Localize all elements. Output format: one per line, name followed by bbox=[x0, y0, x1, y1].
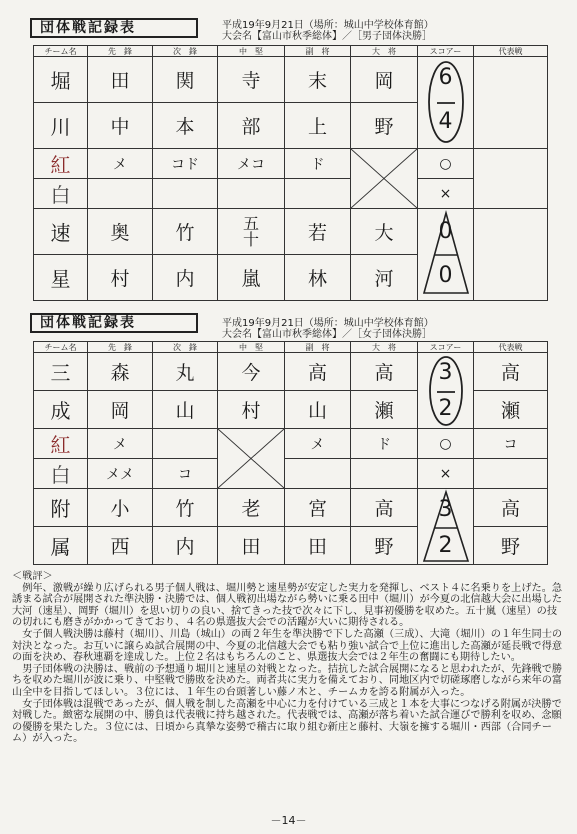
player-cell-vertical: 五 十 bbox=[218, 209, 285, 255]
waza-cell bbox=[218, 179, 285, 209]
player-cell: 村 bbox=[88, 255, 153, 301]
red-row bbox=[34, 429, 548, 459]
player-cell: 田 bbox=[285, 527, 351, 565]
waza-cell bbox=[351, 459, 418, 489]
player-cell: 老 bbox=[218, 489, 285, 527]
header-row bbox=[34, 46, 548, 57]
player-cell: 田 bbox=[88, 57, 153, 103]
score-c: 0 bbox=[438, 219, 453, 244]
waza-cell: コ bbox=[153, 459, 218, 489]
score-b: 4 bbox=[438, 109, 453, 134]
player-cell: 森 bbox=[88, 353, 153, 391]
col-jiho: 次 鋒 bbox=[153, 46, 218, 57]
result-loss: × bbox=[418, 459, 474, 489]
result-win: ○ bbox=[418, 149, 474, 179]
waza-cell: メコ bbox=[218, 149, 285, 179]
score-a: 6 bbox=[438, 65, 453, 90]
player-cell: 今 bbox=[218, 353, 285, 391]
record-table bbox=[33, 45, 548, 301]
score-d: 0 bbox=[438, 263, 453, 288]
commentary-paragraph: 例年、激戦が繰り広げられる男子個人戦は、堀川勢と速星勢が安定した実力を発揮し、ベスト４に名乗りを上げた。急誘まる試合が展開された準決勝・決勝では、個人戦初出場ながら勢いに乗る田中（堀川）が今夏の北信越大会に出場した大河（速星）、岡野（堀川）を思い切りの良い、捨てきった技で次々に下し、見事初優勝を収めた。五十嵐（速星）の技の切れにも磨きがかかってきており、４名の県選抜大会での活躍が大いに期待される。 bbox=[12, 582, 563, 629]
player-cell: 山 bbox=[285, 391, 351, 429]
player-cell: 宮 bbox=[285, 489, 351, 527]
result-loss: × bbox=[418, 179, 474, 209]
record-table bbox=[33, 341, 548, 565]
col-team: チーム名 bbox=[34, 46, 88, 57]
col-score: スコアー bbox=[418, 46, 474, 57]
player-cell: 高 bbox=[351, 489, 418, 527]
col-senpo: 先 鋒 bbox=[88, 46, 153, 57]
meet-line: 大会名【富山市秋季総体】／［男子団体決勝］ bbox=[222, 31, 432, 42]
team-a-name2: 川 bbox=[34, 103, 88, 149]
meet-line: 大会名【富山市秋季総体】／［女子団体決勝］ bbox=[222, 329, 432, 340]
player-cell: 河 bbox=[351, 255, 418, 301]
team-b-name1: 附 bbox=[34, 489, 88, 527]
sheet-title: 団体戦記録表 bbox=[30, 313, 198, 333]
player-cell: 西 bbox=[88, 527, 153, 565]
score-cell-b bbox=[418, 489, 474, 565]
score-cell-a bbox=[418, 57, 474, 149]
col-taisho: 大 将 bbox=[351, 46, 418, 57]
commentary-paragraph: 女子個人戦決勝は藤村（堀川）、川島（城山）の両２年生を準決勝で下した高瀬（三成）、大滝（堀川）の１年生同士の対決となった。お互いに譲らぬ試合展開の中、今夏の北信越大会でも粘り強い試合で上位に進出した高瀬が延長戦で得意の面を決め、春秋連覇を達成した。上位２名はもちろんのこと、県選抜大会では２年生の奮闘にも期待したい。 bbox=[12, 628, 563, 664]
player-cell: 山 bbox=[153, 391, 218, 429]
no-bout-cross bbox=[351, 149, 418, 209]
player-cell: 竹 bbox=[153, 489, 218, 527]
waza-cell: ド bbox=[351, 429, 418, 459]
header-row bbox=[34, 342, 548, 353]
team-a-row1 bbox=[34, 353, 548, 391]
rep-player: 瀬 bbox=[474, 391, 548, 429]
col-fukusho: 副 将 bbox=[285, 342, 351, 353]
rep-waza: コ bbox=[474, 429, 548, 459]
player-cell: 内 bbox=[153, 527, 218, 565]
player-cell: 岡 bbox=[351, 57, 418, 103]
team-a-name1: 三 bbox=[34, 353, 88, 391]
rep-cell bbox=[474, 209, 548, 301]
commentary-paragraph: 男子団体戦の決勝は、戦前の予想通り堀川と速星の対戦となった。拮抗した試合展開になると思われたが、先鋒戦で勝ちを収めた堀川が波に乗り、中堅戦で勝敗を決めた。両者共に実力を備えており、同地区内で切磋琢磨しながら来年の富山全中を目指してほしい。３位には、１年生の台頭著しい藤ノ木と、チームカを誇る附属が入った。 bbox=[12, 663, 563, 698]
player-cell: 竹 bbox=[153, 209, 218, 255]
player-cell: 瀬 bbox=[351, 391, 418, 429]
player-cell: 野 bbox=[351, 103, 418, 149]
commentary-label: ＜戦評＞ bbox=[12, 571, 53, 582]
rep-player: 高 bbox=[474, 353, 548, 391]
white-row bbox=[34, 459, 548, 489]
col-daihyo: 代表戦 bbox=[474, 342, 548, 353]
rep-cell bbox=[474, 149, 548, 209]
team-a-name2: 成 bbox=[34, 391, 88, 429]
player-cell: 若 bbox=[285, 209, 351, 255]
col-chuken: 中 堅 bbox=[218, 342, 285, 353]
score-cell-b bbox=[418, 209, 474, 301]
team-b-row1 bbox=[34, 209, 548, 255]
player-cell: 中 bbox=[88, 103, 153, 149]
team-a-row1 bbox=[34, 57, 548, 103]
player-cell: 高 bbox=[351, 353, 418, 391]
waza-cell: メメ bbox=[88, 459, 153, 489]
date-line: 平成19年9月21日（場所：城山中学校体育館） bbox=[222, 20, 434, 31]
rep-waza bbox=[474, 459, 548, 489]
waza-cell: メ bbox=[285, 429, 351, 459]
player-cell: 高 bbox=[285, 353, 351, 391]
player-cell: 村 bbox=[218, 391, 285, 429]
col-daihyo: 代表戦 bbox=[474, 46, 548, 57]
player-cell: 部 bbox=[218, 103, 285, 149]
score-a: 3 bbox=[438, 360, 453, 385]
team-b-name2: 属 bbox=[34, 527, 88, 565]
result-win: ○ bbox=[418, 429, 474, 459]
score-d: 2 bbox=[438, 533, 453, 558]
team-b-name2: 星 bbox=[34, 255, 88, 301]
commentary-paragraph: 女子団体戦は混戦であったが、個人戦を制した高瀬を中心に力を付けている三成と１本を大事につなげる附属が決勝で対戦した。緻密な展開の中、勝負は代表戦に持ち越された。代表戦では、高瀬が落ち着いた試合運びで勝利を収め、念願の優勝を果たした。３位には、日頃から真摯な姿勢で稽古に取り組む新庄と藤村、大嶺を擁する堀川・西部（合同チーム）が入った。 bbox=[12, 698, 562, 745]
waza-cell bbox=[153, 179, 218, 209]
score-c: 3 bbox=[438, 497, 453, 522]
col-score: スコアー bbox=[418, 342, 474, 353]
player-cell: 関 bbox=[153, 57, 218, 103]
col-team: チーム名 bbox=[34, 342, 88, 353]
sheet-title: 団体戦記録表 bbox=[30, 18, 198, 38]
red-label: 紅 bbox=[34, 149, 88, 179]
waza-cell: メ bbox=[88, 149, 153, 179]
col-taisho: 大 将 bbox=[351, 342, 418, 353]
team-b-row1 bbox=[34, 489, 548, 527]
sheet-meta bbox=[222, 20, 434, 42]
player-cell: 小 bbox=[88, 489, 153, 527]
player-cell: 田 bbox=[218, 527, 285, 565]
date-line: 平成19年9月21日（場所：城山中学校体育館） bbox=[222, 318, 434, 329]
rep-player: 高 bbox=[474, 489, 548, 527]
white-row bbox=[34, 179, 548, 209]
player-cell: 林 bbox=[285, 255, 351, 301]
player-cell: 寺 bbox=[218, 57, 285, 103]
team-a-name1: 堀 bbox=[34, 57, 88, 103]
player-cell: 丸 bbox=[153, 353, 218, 391]
col-senpo: 先 鋒 bbox=[88, 342, 153, 353]
player-cell: 奥 bbox=[88, 209, 153, 255]
red-row bbox=[34, 149, 548, 179]
team-b-name1: 速 bbox=[34, 209, 88, 255]
player-cell: 末 bbox=[285, 57, 351, 103]
col-chuken: 中 堅 bbox=[218, 46, 285, 57]
col-fukusho: 副 将 bbox=[285, 46, 351, 57]
rep-cell bbox=[474, 57, 548, 149]
waza-cell: コド bbox=[153, 149, 218, 179]
player-cell: 野 bbox=[351, 527, 418, 565]
score-b: 2 bbox=[438, 396, 453, 421]
commentary bbox=[12, 571, 567, 745]
player-cell: 本 bbox=[153, 103, 218, 149]
col-jiho: 次 鋒 bbox=[153, 342, 218, 353]
waza-cell: メ bbox=[88, 429, 153, 459]
waza-cell bbox=[285, 459, 351, 489]
white-label: 白 bbox=[34, 179, 88, 209]
score-cell-a bbox=[418, 353, 474, 429]
white-label: 白 bbox=[34, 459, 88, 489]
player-cell: 嵐 bbox=[218, 255, 285, 301]
player-cell: 内 bbox=[153, 255, 218, 301]
no-bout-cross bbox=[218, 429, 285, 489]
waza-cell bbox=[153, 429, 218, 459]
red-label: 紅 bbox=[34, 429, 88, 459]
player-cell: 大 bbox=[351, 209, 418, 255]
waza-cell bbox=[285, 179, 351, 209]
waza-cell: ド bbox=[285, 149, 351, 179]
page-number: －14－ bbox=[270, 814, 307, 827]
player-cell: 岡 bbox=[88, 391, 153, 429]
waza-cell bbox=[88, 179, 153, 209]
player-cell: 上 bbox=[285, 103, 351, 149]
sheet-meta bbox=[222, 318, 434, 340]
rep-player: 野 bbox=[474, 527, 548, 565]
